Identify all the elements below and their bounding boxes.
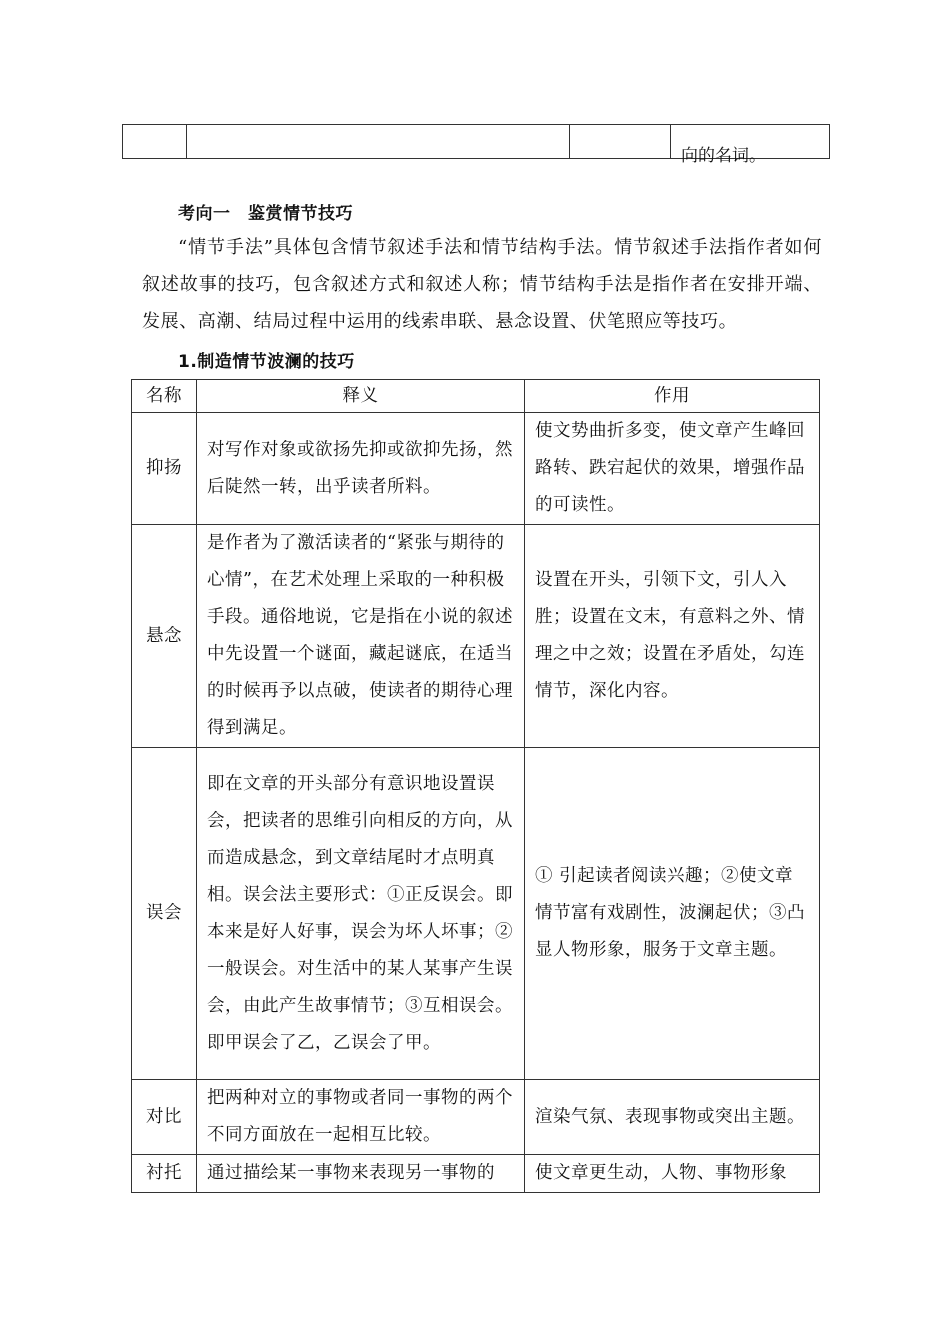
intro-text: “情节手法”具体包含情节叙述手法和情节结构手法。情节叙述手法指作者如何叙述故事的技巧，包含叙述方式和叙述人称；情节结构手法是指作者在安排开端、发展、高潮、结局过程中运用的线索串联、悬念设置、伏笔照应等技巧。 — [142, 237, 822, 332]
empty-cell — [123, 125, 187, 159]
header-effect: 作用 — [525, 380, 820, 413]
row-name: 衬托 — [132, 1155, 197, 1193]
table-row — [132, 1155, 820, 1193]
row-name: 误会 — [132, 748, 197, 1080]
row-meaning: 通过描绘某一事物来表现另一事物的 — [197, 1155, 525, 1193]
previous-table-fragment — [122, 124, 830, 166]
table-row — [132, 748, 820, 1080]
row-name: 抑扬 — [132, 413, 197, 525]
table-row — [132, 525, 820, 748]
row-effect: 设置在开头，引领下文，引人入胜；设置在文末，有意料之外、情理之中之效；设置在矛盾处，勾连情节，深化内容。 — [525, 525, 820, 748]
table-row — [132, 1080, 820, 1155]
sub-heading: 1.制造情节波澜的技巧 — [178, 352, 355, 372]
header-meaning: 释义 — [197, 380, 525, 413]
row-effect: 使文势曲折多变，使文章产生峰回路转、跌宕起伏的效果，增强作品的可读性。 — [525, 413, 820, 525]
table-header-row — [132, 380, 820, 413]
row-name: 悬念 — [132, 525, 197, 748]
row-meaning: 是作者为了激活读者的“紧张与期待的心情”，在艺术处理上采取的一种积极手段。通俗地说，它是指在小说的叙述中先设置一个谜面，藏起谜底，在适当的时候再予以点破，使读者的期待心理得到满足。 — [197, 525, 525, 748]
header-name: 名称 — [132, 380, 197, 413]
row-effect: ① 引起读者阅读兴趣；②使文章情节富有戏剧性，波澜起伏；③凸显人物形象，服务于文章主题。 — [525, 748, 820, 1080]
empty-cell — [187, 125, 570, 159]
row-effect: 渲染气氛、表现事物或突出主题。 — [525, 1080, 820, 1155]
section-heading: 考向一 鉴赏情节技巧 — [178, 204, 353, 224]
row-meaning: 对写作对象或欲扬先抑或欲抑先扬，然后陡然一转，出乎读者所料。 — [197, 413, 525, 525]
row-name: 对比 — [132, 1080, 197, 1155]
intro-paragraph — [142, 229, 822, 340]
table-cell: 向的名词。 — [671, 125, 830, 159]
empty-cell — [570, 125, 671, 159]
row-effect: 使文章更生动，人物、事物形象 — [525, 1155, 820, 1193]
row-meaning: 即在文章的开头部分有意识地设置误会，把读者的思维引向相反的方向，从而造成悬念，到文章结尾时才点明真相。误会法主要形式：①正反误会。即本来是好人好事，误会为坏人坏事；②一般误会。对生活中的某人某事产生误会，由此产生故事情节；③互相误会。即甲误会了乙，乙误会了甲。 — [197, 748, 525, 1080]
table-row — [132, 413, 820, 525]
row-meaning: 把两种对立的事物或者同一事物的两个不同方面放在一起相互比较。 — [197, 1080, 525, 1155]
technique-table — [131, 379, 820, 1193]
